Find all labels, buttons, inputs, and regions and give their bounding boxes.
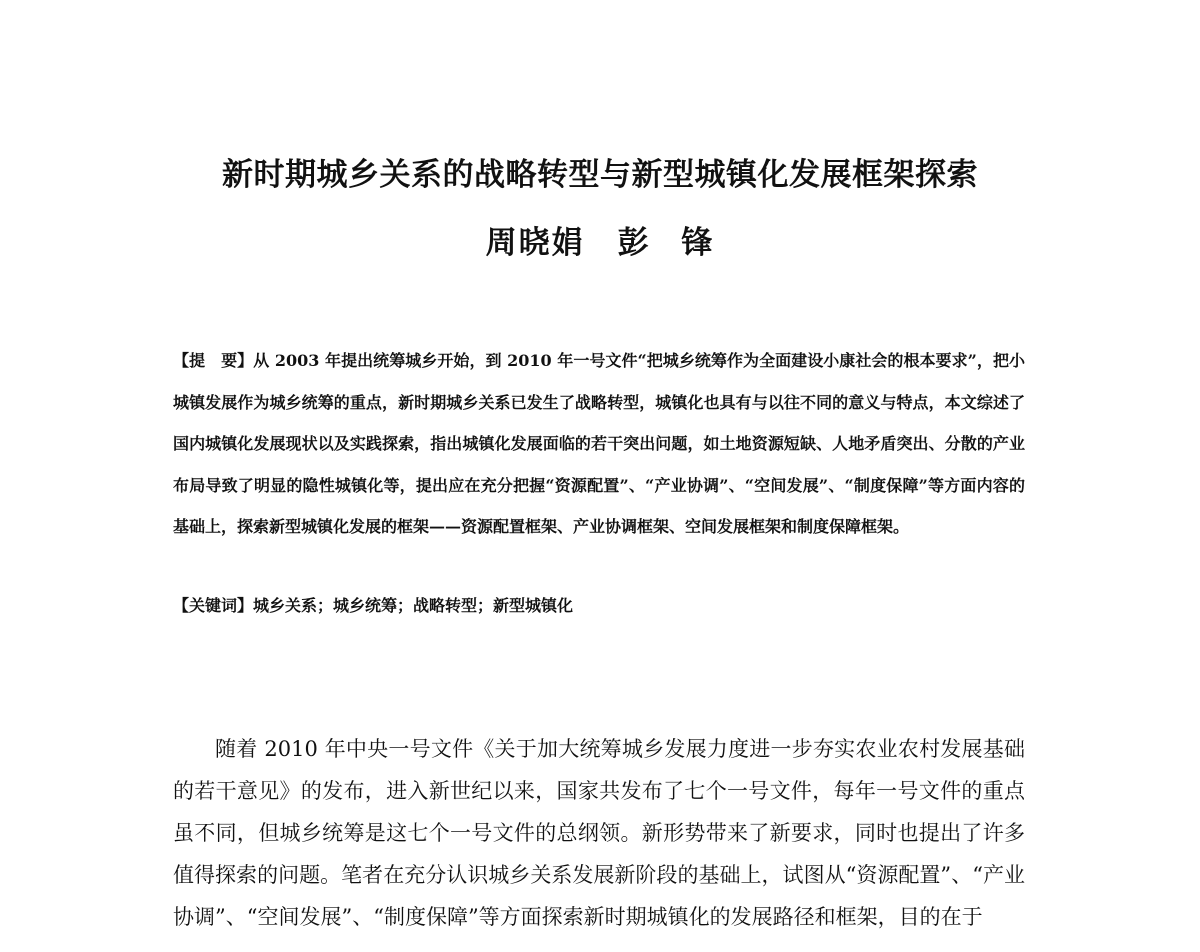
body-paragraph: 随着 2010 年中央一号文件《关于加大统筹城乡发展力度进一步夯实农业农村发展基础的若干意见》的发布，进入新世纪以来，国家共发布了七个一号文件，每年一号文件的重点虽不同，但城乡统筹是这七个一号文件的总纲领。新形势带来了新要求，同时也提出了许多值得探索的问题。笔者在充分认识城乡关系发展新阶段的基础上，试图从“资源配置”、“产业协调”、“空间发展”、“制度保障”等方面探索新时期城镇化的发展路径和框架，目的在于 xyxy=(173,737,1025,929)
keywords-paragraph xyxy=(173,590,1025,622)
abstract-text: 从 2003 年提出统筹城乡开始，到 2010 年一号文件“把城乡统筹作为全面建设小康社会的根本要求”，把小城镇发展作为城乡统筹的重点，新时期城乡关系已发生了战略转型，城镇化也具有与以往不同的意义与特点，本文综述了国内城镇化发展现状以及实践探索，指出城镇化发展面临的若干突出问题，如土地资源短缺、人地矛盾突出、分散的产业布局导致了明显的隐性城镇化等，提出应在充分把握“资源配置”、“产业协调”、“空间发展”、“制度保障”等方面内容的基础上，探索新型城镇化发展的框架——资源配置框架、产业协调框架、空间发展框架和制度保障框架。 xyxy=(173,351,1025,536)
paper-authors: 周晓娟 彭 锋 xyxy=(485,225,715,261)
paper-title: 新时期城乡关系的战略转型与新型城镇化发展框架探索 xyxy=(222,157,978,193)
keywords-text: 城乡关系；城乡统筹；战略转型；新型城镇化 xyxy=(253,596,574,615)
abstract-paragraph xyxy=(173,340,1025,548)
abstract-label: 【提 要】 xyxy=(173,351,254,370)
keywords-label: 【关键词】 xyxy=(173,596,254,615)
